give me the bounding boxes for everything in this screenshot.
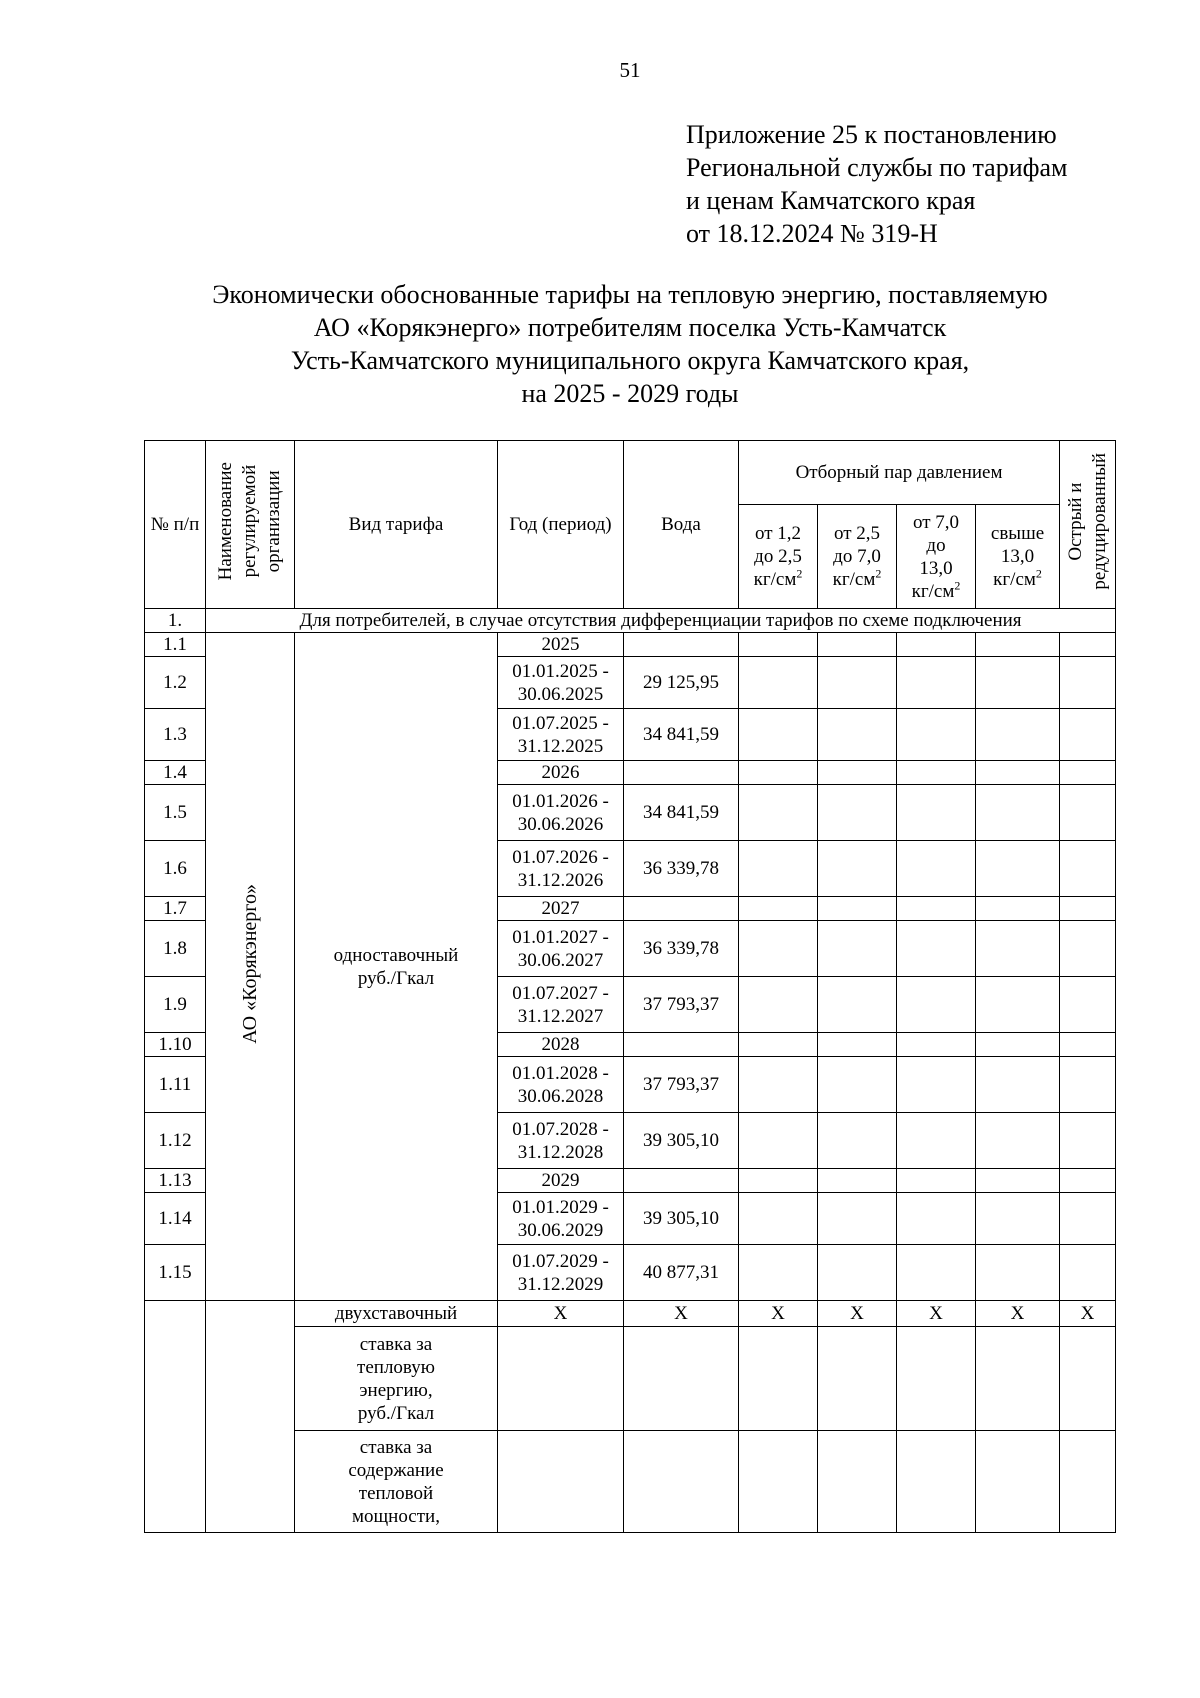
row-period: 01.07.2027 - 31.12.2027 xyxy=(498,977,624,1033)
row-water xyxy=(624,761,739,785)
section-row xyxy=(145,609,1116,633)
row-num: 1.10 xyxy=(145,1033,206,1057)
section-label: Для потребителей, в случае отсутствия дифференциации тарифов по схеме подключения xyxy=(206,609,1116,633)
heat-rate-label: ставка за тепловую энергию, руб./Гкал xyxy=(295,1327,498,1431)
two-rate-row xyxy=(145,1301,1116,1327)
row-num: 1.6 xyxy=(145,841,206,897)
organization-name: АО «Корякэнерго» xyxy=(238,883,261,1044)
row-period: 2026 xyxy=(498,761,624,785)
row-num: 1.11 xyxy=(145,1057,206,1113)
row-water: 34 841,59 xyxy=(624,785,739,841)
title-line: АО «Корякэнерго» потребителям поселка Усть-Камчатск xyxy=(313,313,947,342)
header-steam-2: от 2,5 до 7,0 $кг/см^2$ xyxy=(818,505,897,609)
organization-cell xyxy=(206,633,295,1301)
empty-org-cell xyxy=(206,1301,295,1533)
header-steam-3: от 7,0 до 13,0 $кг/см^2$ xyxy=(897,505,976,609)
row-num: 1.15 xyxy=(145,1245,206,1301)
title-line: Усть-Камчатского муниципального округа Камчатского края, xyxy=(290,346,970,375)
tariff-table xyxy=(144,440,1116,1533)
row-num: 1.12 xyxy=(145,1113,206,1169)
row-num: 1.9 xyxy=(145,977,206,1033)
row-water: 36 339,78 xyxy=(624,921,739,977)
row-period: 2028 xyxy=(498,1033,624,1057)
two-rate-mark: Х xyxy=(498,1301,624,1327)
row-num: 1.8 xyxy=(145,921,206,977)
row-water: 36 339,78 xyxy=(624,841,739,897)
row-period: 01.07.2029 - 31.12.2029 xyxy=(498,1245,624,1301)
title-line: Экономически обоснованные тарифы на тепловую энергию, поставляемую xyxy=(212,280,1048,309)
appendix-line: Региональной службы по тарифам xyxy=(686,153,1068,182)
row-num: 1.2 xyxy=(145,657,206,709)
row-period: 01.01.2029 - 30.06.2029 xyxy=(498,1193,624,1245)
header-steam-1: от 1,2 до 2,5 $кг/см^2$ xyxy=(739,505,818,609)
two-rate-mark: Х xyxy=(739,1301,818,1327)
appendix-line: Приложение 25 к постановлению xyxy=(686,120,1057,149)
row-water: 29 125,95 xyxy=(624,657,739,709)
row-num: 1.13 xyxy=(145,1169,206,1193)
row-water: 39 305,10 xyxy=(624,1193,739,1245)
table-row xyxy=(145,633,1116,657)
two-rate-mark: Х xyxy=(1060,1301,1116,1327)
row-period: 01.07.2026 - 31.12.2026 xyxy=(498,841,624,897)
row-num: 1.7 xyxy=(145,897,206,921)
row-period: 01.01.2025 - 30.06.2025 xyxy=(498,657,624,709)
row-water: 39 305,10 xyxy=(624,1113,739,1169)
header-steam-4: свыше 13,0 $кг/см^2$ xyxy=(976,505,1060,609)
row-water: 37 793,37 xyxy=(624,1057,739,1113)
document-title xyxy=(150,278,1110,410)
header-sharp-steam: Острый и редуцированный xyxy=(1060,441,1116,609)
row-period: 01.01.2026 - 30.06.2026 xyxy=(498,785,624,841)
row-period: 01.07.2028 - 31.12.2028 xyxy=(498,1113,624,1169)
row-num: 1.14 xyxy=(145,1193,206,1245)
two-rate-label: двухставочный xyxy=(295,1301,498,1327)
header-water: Вода xyxy=(624,441,739,609)
two-rate-mark: Х xyxy=(624,1301,739,1327)
row-water xyxy=(624,1033,739,1057)
appendix-reference xyxy=(686,118,1067,250)
row-water: 40 877,31 xyxy=(624,1245,739,1301)
row-water xyxy=(624,897,739,921)
section-num: 1. xyxy=(145,609,206,633)
two-rate-mark: Х xyxy=(976,1301,1060,1327)
row-num: 1.5 xyxy=(145,785,206,841)
appendix-line: и ценам Камчатского края xyxy=(686,186,976,215)
appendix-line: от 18.12.2024 № 319-Н xyxy=(686,219,938,248)
title-line: на 2025 - 2029 годы xyxy=(521,379,739,408)
page-number: 51 xyxy=(619,58,641,82)
row-water: 37 793,37 xyxy=(624,977,739,1033)
row-water xyxy=(624,633,739,657)
row-period: 2025 xyxy=(498,633,624,657)
header-organization: Наименование регулируемой организации xyxy=(206,441,295,609)
header-tariff-type: Вид тарифа xyxy=(295,441,498,609)
header-period: Год (период) xyxy=(498,441,624,609)
row-period: 01.01.2028 - 30.06.2028 xyxy=(498,1057,624,1113)
empty-num-cell xyxy=(145,1301,206,1533)
row-period: 01.01.2027 - 30.06.2027 xyxy=(498,921,624,977)
row-num: 1.1 xyxy=(145,633,206,657)
row-water: 34 841,59 xyxy=(624,709,739,761)
row-period: 2029 xyxy=(498,1169,624,1193)
row-num: 1.4 xyxy=(145,761,206,785)
capacity-rate-label: ставка за содержание тепловой мощности, xyxy=(295,1431,498,1533)
single-rate-cell: одноставочный руб./Гкал xyxy=(295,633,498,1301)
row-water xyxy=(624,1169,739,1193)
row-num: 1.3 xyxy=(145,709,206,761)
header-num: № п/п xyxy=(145,441,206,609)
row-period: 2027 xyxy=(498,897,624,921)
header-steam-group: Отборный пар давлением xyxy=(739,441,1060,505)
two-rate-mark: Х xyxy=(897,1301,976,1327)
two-rate-mark: Х xyxy=(818,1301,897,1327)
row-period: 01.07.2025 - 31.12.2025 xyxy=(498,709,624,761)
